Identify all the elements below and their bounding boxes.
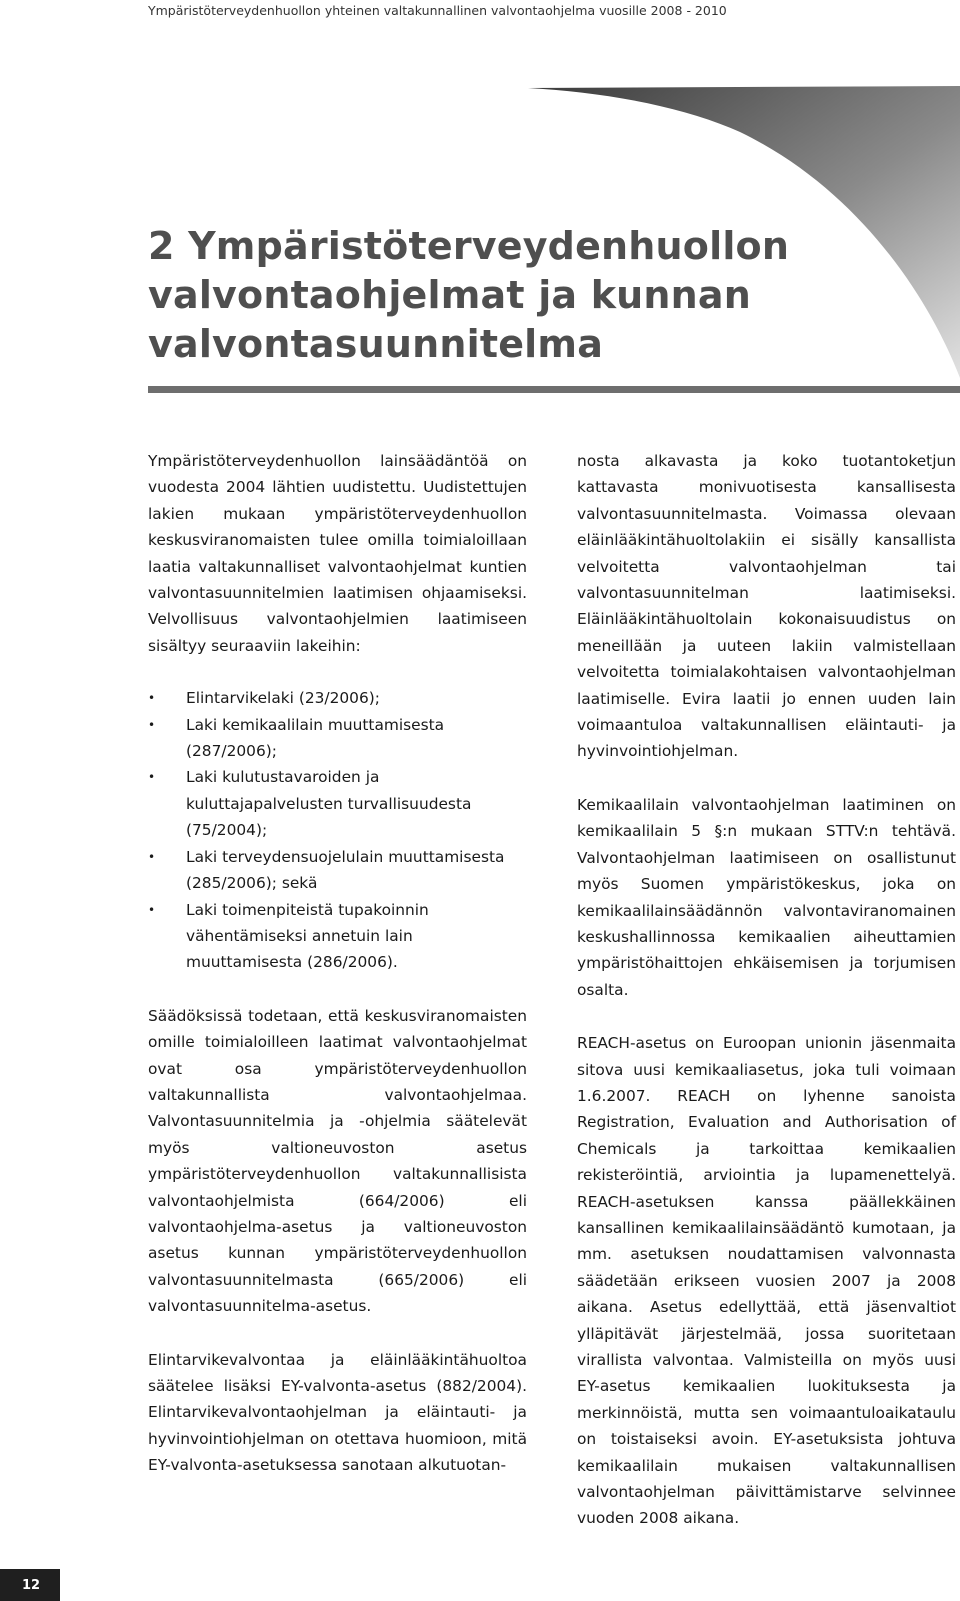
law-item-1: • Elintarvikelaki (23/2006); <box>148 685 527 711</box>
chapter-title-line-3: valvontasuunnitelma <box>148 322 604 366</box>
regulations-paragraph: Säädöksissä todetaan, että keskusviranomaisten omille toimialoilleen laatimat valvontaohjelmat ovat osa ympäristöterveydenhuollon valtakunnallista valvontaohjelmaa. Valvontasuunnitelmia ja -ohjelmia säätelevät myös valtioneuvoston asetus ympäristöterveydenhuollon valtakunnallisista valvontaohjelmista (664/2006) eli valvontaohjelma-asetus ja valtioneuvoston asetus kunnan ympäristöterveydenhuollon valvontasuunnitelmasta (665/2006) eli valvontasuunnitelma-asetus. <box>148 1006 527 1316</box>
running-header: Ympäristöterveydenhuollon yhteinen valtakunnallinen valvontaohjelma vuosille 2008 - 2010 <box>148 3 727 18</box>
chemicals-paragraph: Kemikaalilain valvontaohjelman laatiminen on kemikaalilain 5 §:n mukaan STTV:n tehtävä. Valvontaohjelman laatimiseen on osallistunut myös Suomen ympäristökeskus, joka on kemikaalilainsäädännön valvontaviranomainen keskushallinnossa kemikaalien aiheuttamien ympäristöhaittojen ehkäisemisen ja torjumisen osalta. <box>577 795 956 999</box>
chapter-title <box>148 222 868 369</box>
left-column <box>148 448 527 1479</box>
reach-paragraph: REACH-asetus on Euroopan unionin jäsenmaita sitova uusi kemikaaliasetus, joka tuli voimaan 1.6.2007. REACH on lyhenne sanoista Registration, Evaluation and Authorisation of Chemicals ja tarkoittaa kemikaalien rekisteröintiä, arviointia ja lupamenettelyä. REACH-asetuksen kanssa päällekkäinen kansallinen kemikaalilainsäädäntö kumotaan, ja mm. asetuksen noudattamisen valvonnasta säädetään erikseen vuosien 2007 ja 2008 aikana. Asetus edellyttää, että jäsenvaltiot ylläpitävät järjestelmää, jossa suoritetaan virallista valvontaa. Valmisteilla on myös uusi EY-asetus kemikaalien luokituksesta ja merkinnöistä, mutta sen voimaantuloaikataulu on toistaiseksi avoin. EY-asetuksista johtuva kemikaalilain mukaisen valtakunnallisen valvontaohjelman päivittämistarve selvinnee vuoden 2008 aikana. <box>577 1034 956 1528</box>
chapter-title-line-2: valvontaohjelmat ja kunnan <box>148 273 752 317</box>
law-list <box>148 685 527 975</box>
law-item-4: • Laki terveydensuojelulain muuttamisesta (285/2006); sekä <box>148 844 527 897</box>
intro-paragraph: Ympäristöterveydenhuollon lainsäädäntöä on vuodesta 2004 lähtien uudistettu. Uudistettujen lakien mukaan ympäristöterveydenhuollon keskusviranomaisten tulee omilla toimialoillaan laatia valtakunnalliset valvontaohjelmat kuntien valvontasuunnitelmien laatimisen ohjaamiseksi. Velvollisuus valvontaohjelmien laatimiseen sisältyy seuraaviin lakeihin: <box>148 452 527 655</box>
page-number: 12 <box>22 1578 41 1593</box>
food-control-paragraph: Elintarvikevalvontaa ja eläinlääkintähuoltoa säätelee lisäksi EY-valvonta-asetus (882/2004). Elintarvikevalvontaohjelman ja eläintauti- ja hyvinvointiohjelman on otettava huomioon, mitä EY-valvonta-asetuksessa sanotaan alkutuotan- <box>148 1350 527 1475</box>
right-column <box>577 448 956 1532</box>
title-rule <box>148 386 960 393</box>
veterinary-paragraph: nosta alkavasta ja koko tuotantoketjun kattavasta monivuotisesta kansallisesta valvontasuunnitelmasta. Voimassa olevaan eläinlääkintähuoltolakiin ei sisälly kansallista velvoitetta valvontaohjelman tai valvontasuunnitelman laatimiseksi. Eläinlääkintähuoltolain kokonaisuudistus on meneillään ja uuteen lakiin valmistellaan velvoitetta toimialakohtaisen valvontaohjelman laatimiselle. Evira laatii jo ennen uuden lain voimaantuloa valtakunnallisen eläintauti- ja hyvinvointiohjelman. <box>577 452 956 761</box>
law-item-5: • Laki toimenpiteistä tupakoinnin vähentämiseksi annetuin lain muuttamisesta (286/2006). <box>148 897 527 976</box>
chapter-title-line-1: 2 Ympäristöterveydenhuollon <box>148 224 790 268</box>
law-item-3: • Laki kulutustavaroiden ja kuluttajapalvelusten turvallisuudesta (75/2004); <box>148 764 527 843</box>
law-item-2: • Laki kemikaalilain muuttamisesta (287/2006); <box>148 712 527 765</box>
